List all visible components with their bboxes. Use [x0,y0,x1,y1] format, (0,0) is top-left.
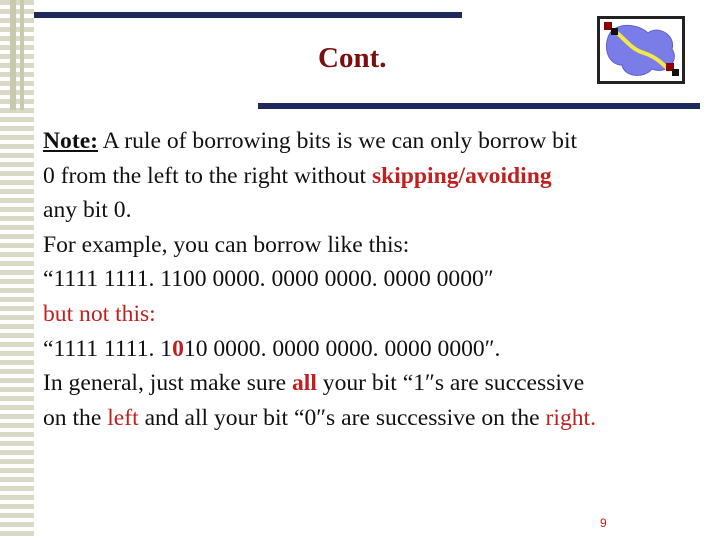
body-text-segment: your bit “1″s are successive [316,370,585,397]
body-line-4: For example, you can borrow like this: [43,231,410,258]
body-line-1 [43,124,703,159]
body-text-segment: 10 0000. 0000 0000. 0000 0000″. [183,335,501,362]
highlight-left: left [107,404,139,431]
slide-body [43,124,703,435]
note-label: Note: [43,128,99,154]
body-text-segment: 0 from the left to the right without [43,162,372,189]
body-line-3: any bit 0. [43,197,132,224]
body-text-segment: “1111 1111. 1 [43,335,173,362]
left-decorative-bar-2 [20,0,24,110]
body-line-8 [43,366,703,401]
body-text-segment: In general, just make sure [43,370,292,397]
top-accent-bar [34,12,462,18]
body-text-segment: and all your bit “0″s are successive on the [138,404,546,431]
body-line-2 [43,159,703,194]
highlight-right: right. [545,404,597,431]
network-path-icon [597,16,685,84]
highlight-all: all [291,370,317,397]
body-text-segment: A rule of borrowing bits is we can only borrow bit [98,128,578,154]
title-underline-bar [258,103,700,109]
body-text-segment: on the [43,404,108,431]
slide-title: Cont. [318,42,387,74]
left-decorative-strip [0,0,34,540]
left-decorative-bar [10,0,16,110]
page-number: 9 [600,516,607,530]
body-line-9 [43,401,703,436]
highlight-skipping: skipping/avoiding [371,162,552,189]
highlight-zero: 0 [172,335,184,362]
body-line-6: but not this: [43,300,156,327]
example-valid: “1111 1111. 1100 0000. 0000 0000. 0000 0000″ [43,266,494,293]
example-invalid [43,332,703,367]
